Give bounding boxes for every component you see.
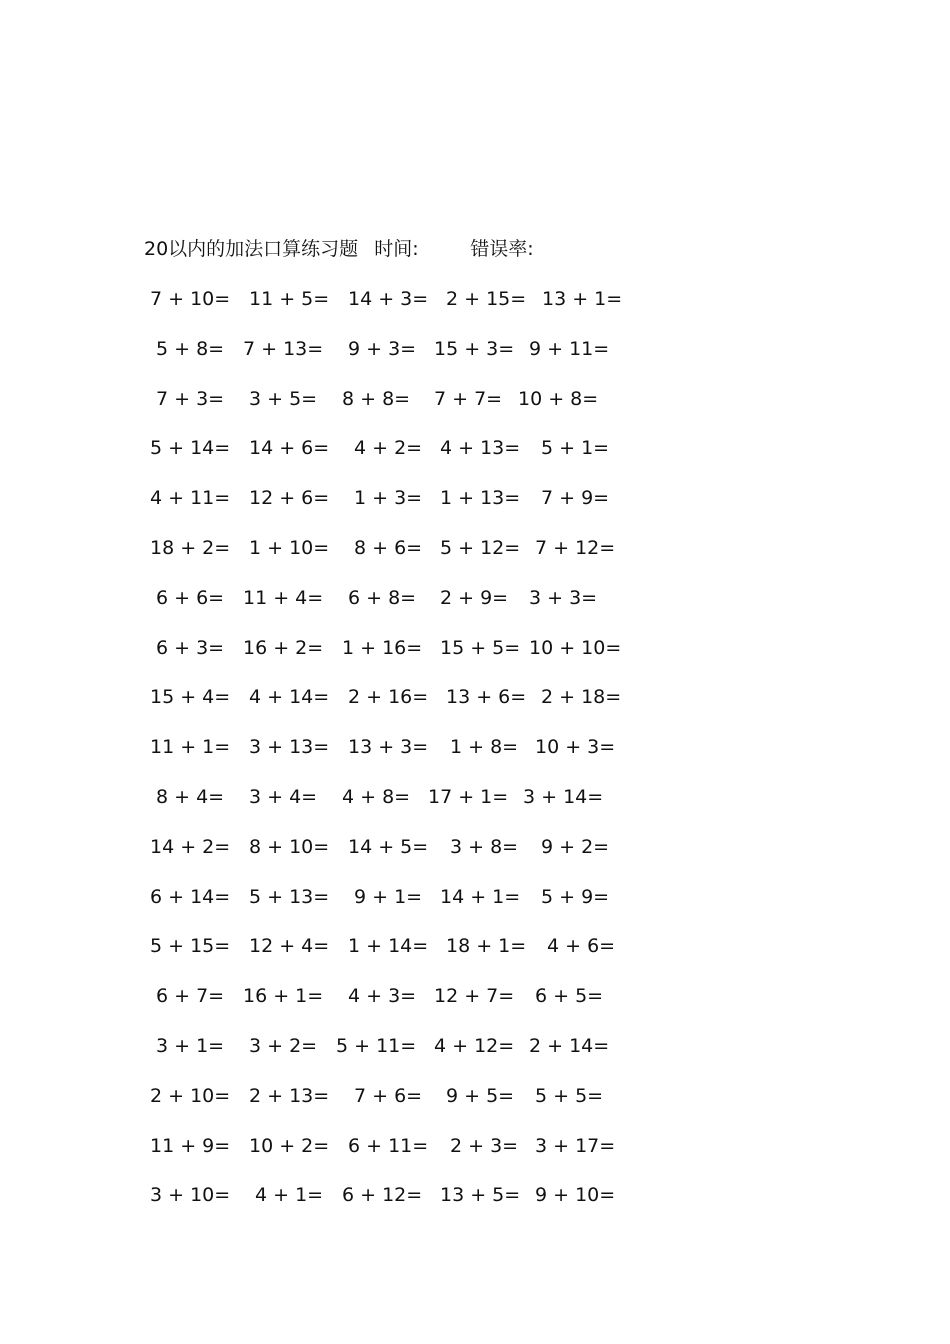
addition-problem: 14 + 5= xyxy=(348,835,429,858)
addition-problem: 9 + 5= xyxy=(446,1084,515,1107)
addition-problem: 2 + 14= xyxy=(529,1034,610,1057)
problem-row xyxy=(150,1180,630,1230)
addition-problem: 11 + 4= xyxy=(243,586,324,609)
addition-problem: 2 + 13= xyxy=(249,1084,330,1107)
addition-problem: 11 + 9= xyxy=(150,1134,231,1157)
addition-problem: 12 + 4= xyxy=(249,935,330,958)
problem-row xyxy=(150,433,630,483)
addition-problem: 7 + 13= xyxy=(243,337,324,360)
error-rate-label: 错误率: xyxy=(470,238,534,260)
problem-row xyxy=(150,1081,630,1131)
addition-problem: 12 + 6= xyxy=(249,487,330,510)
addition-problem: 2 + 15= xyxy=(446,288,527,310)
addition-problem: 4 + 11= xyxy=(150,487,231,510)
addition-problem: 16 + 1= xyxy=(243,985,324,1008)
addition-problem: 5 + 12= xyxy=(440,536,521,559)
addition-problem: 5 + 14= xyxy=(150,437,231,460)
addition-problem: 1 + 8= xyxy=(450,736,519,759)
addition-problem: 6 + 11= xyxy=(348,1134,429,1157)
addition-problem: 14 + 3= xyxy=(348,288,429,310)
addition-problem: 4 + 3= xyxy=(348,985,417,1008)
addition-problem: 5 + 8= xyxy=(156,337,225,360)
addition-problem: 5 + 11= xyxy=(336,1034,417,1057)
addition-problem: 10 + 8= xyxy=(518,387,599,410)
addition-problem: 16 + 2= xyxy=(243,636,324,659)
addition-problem: 8 + 4= xyxy=(156,785,225,808)
addition-problem: 4 + 8= xyxy=(342,785,411,808)
addition-problem: 3 + 13= xyxy=(249,736,330,759)
addition-problem: 6 + 6= xyxy=(156,586,225,609)
addition-problem: 7 + 9= xyxy=(541,487,610,510)
addition-problem: 10 + 10= xyxy=(529,636,622,659)
addition-problem: 14 + 1= xyxy=(440,885,521,908)
problem-row xyxy=(150,633,630,683)
problem-row xyxy=(150,1031,630,1081)
addition-problem: 8 + 6= xyxy=(354,536,423,559)
addition-problem: 5 + 9= xyxy=(541,885,610,908)
addition-problem: 13 + 1= xyxy=(542,288,623,310)
addition-problem: 15 + 3= xyxy=(434,337,515,360)
addition-problem: 3 + 5= xyxy=(249,387,318,410)
problem-row xyxy=(150,284,630,334)
problem-grid xyxy=(150,284,630,1230)
addition-problem: 6 + 3= xyxy=(156,636,225,659)
addition-problem: 11 + 5= xyxy=(249,288,330,310)
addition-problem: 17 + 1= xyxy=(428,785,509,808)
addition-problem: 15 + 5= xyxy=(440,636,521,659)
addition-problem: 3 + 3= xyxy=(529,586,598,609)
addition-problem: 3 + 2= xyxy=(249,1034,318,1057)
addition-problem: 5 + 1= xyxy=(541,437,610,460)
problem-row xyxy=(150,931,630,981)
addition-problem: 4 + 13= xyxy=(440,437,521,460)
addition-problem: 8 + 8= xyxy=(342,387,411,410)
addition-problem: 9 + 11= xyxy=(529,337,610,360)
addition-problem: 3 + 10= xyxy=(150,1184,231,1207)
addition-problem: 3 + 14= xyxy=(523,785,604,808)
problem-row xyxy=(150,782,630,832)
addition-problem: 3 + 8= xyxy=(450,835,519,858)
addition-problem: 6 + 8= xyxy=(348,586,417,609)
addition-problem: 18 + 2= xyxy=(150,536,231,559)
addition-problem: 4 + 12= xyxy=(434,1034,515,1057)
addition-problem: 9 + 3= xyxy=(348,337,417,360)
problem-row xyxy=(150,981,630,1031)
addition-problem: 15 + 4= xyxy=(150,686,231,709)
problem-row xyxy=(150,732,630,782)
addition-problem: 6 + 14= xyxy=(150,885,231,908)
problem-row xyxy=(150,832,630,882)
addition-problem: 13 + 6= xyxy=(446,686,527,709)
problem-row xyxy=(150,334,630,384)
problem-row xyxy=(150,533,630,583)
addition-problem: 6 + 7= xyxy=(156,985,225,1008)
addition-problem: 7 + 12= xyxy=(535,536,616,559)
addition-problem: 7 + 7= xyxy=(434,387,503,410)
addition-problem: 1 + 16= xyxy=(342,636,423,659)
problem-row xyxy=(150,682,630,732)
addition-problem: 13 + 5= xyxy=(440,1184,521,1207)
addition-problem: 7 + 6= xyxy=(354,1084,423,1107)
addition-problem: 11 + 1= xyxy=(150,736,231,759)
addition-problem: 14 + 2= xyxy=(150,835,231,858)
addition-problem: 2 + 18= xyxy=(541,686,622,709)
addition-problem: 7 + 3= xyxy=(156,387,225,410)
addition-problem: 5 + 15= xyxy=(150,935,231,958)
addition-problem: 1 + 3= xyxy=(354,487,423,510)
addition-problem: 8 + 10= xyxy=(249,835,330,858)
problem-row xyxy=(150,583,630,633)
addition-problem: 9 + 1= xyxy=(354,885,423,908)
addition-problem: 2 + 16= xyxy=(348,686,429,709)
addition-problem: 4 + 14= xyxy=(249,686,330,709)
addition-problem: 14 + 6= xyxy=(249,437,330,460)
addition-problem: 13 + 3= xyxy=(348,736,429,759)
addition-problem: 5 + 13= xyxy=(249,885,330,908)
addition-problem: 10 + 3= xyxy=(535,736,616,759)
addition-problem: 3 + 1= xyxy=(156,1034,225,1057)
addition-problem: 4 + 1= xyxy=(255,1184,324,1207)
worksheet-header xyxy=(144,234,534,264)
worksheet-title: 20以内的加法口算练习题 xyxy=(144,238,359,260)
addition-problem: 18 + 1= xyxy=(446,935,527,958)
problem-row xyxy=(150,384,630,434)
problem-row xyxy=(150,483,630,533)
addition-problem: 3 + 4= xyxy=(249,785,318,808)
addition-problem: 2 + 10= xyxy=(150,1084,231,1107)
addition-problem: 1 + 14= xyxy=(348,935,429,958)
addition-problem: 6 + 5= xyxy=(535,985,604,1008)
addition-problem: 5 + 5= xyxy=(535,1084,604,1107)
addition-problem: 2 + 9= xyxy=(440,586,509,609)
problem-row xyxy=(150,1131,630,1181)
addition-problem: 1 + 13= xyxy=(440,487,521,510)
addition-problem: 2 + 3= xyxy=(450,1134,519,1157)
addition-problem: 1 + 10= xyxy=(249,536,330,559)
problem-row xyxy=(150,882,630,932)
addition-problem: 9 + 10= xyxy=(535,1184,616,1207)
addition-problem: 10 + 2= xyxy=(249,1134,330,1157)
addition-problem: 4 + 2= xyxy=(354,437,423,460)
addition-problem: 12 + 7= xyxy=(434,985,515,1008)
addition-problem: 9 + 2= xyxy=(541,835,610,858)
addition-problem: 4 + 6= xyxy=(547,935,616,958)
addition-problem: 6 + 12= xyxy=(342,1184,423,1207)
time-label: 时间: xyxy=(374,238,419,260)
addition-problem: 3 + 17= xyxy=(535,1134,616,1157)
addition-problem: 7 + 10= xyxy=(150,288,231,310)
